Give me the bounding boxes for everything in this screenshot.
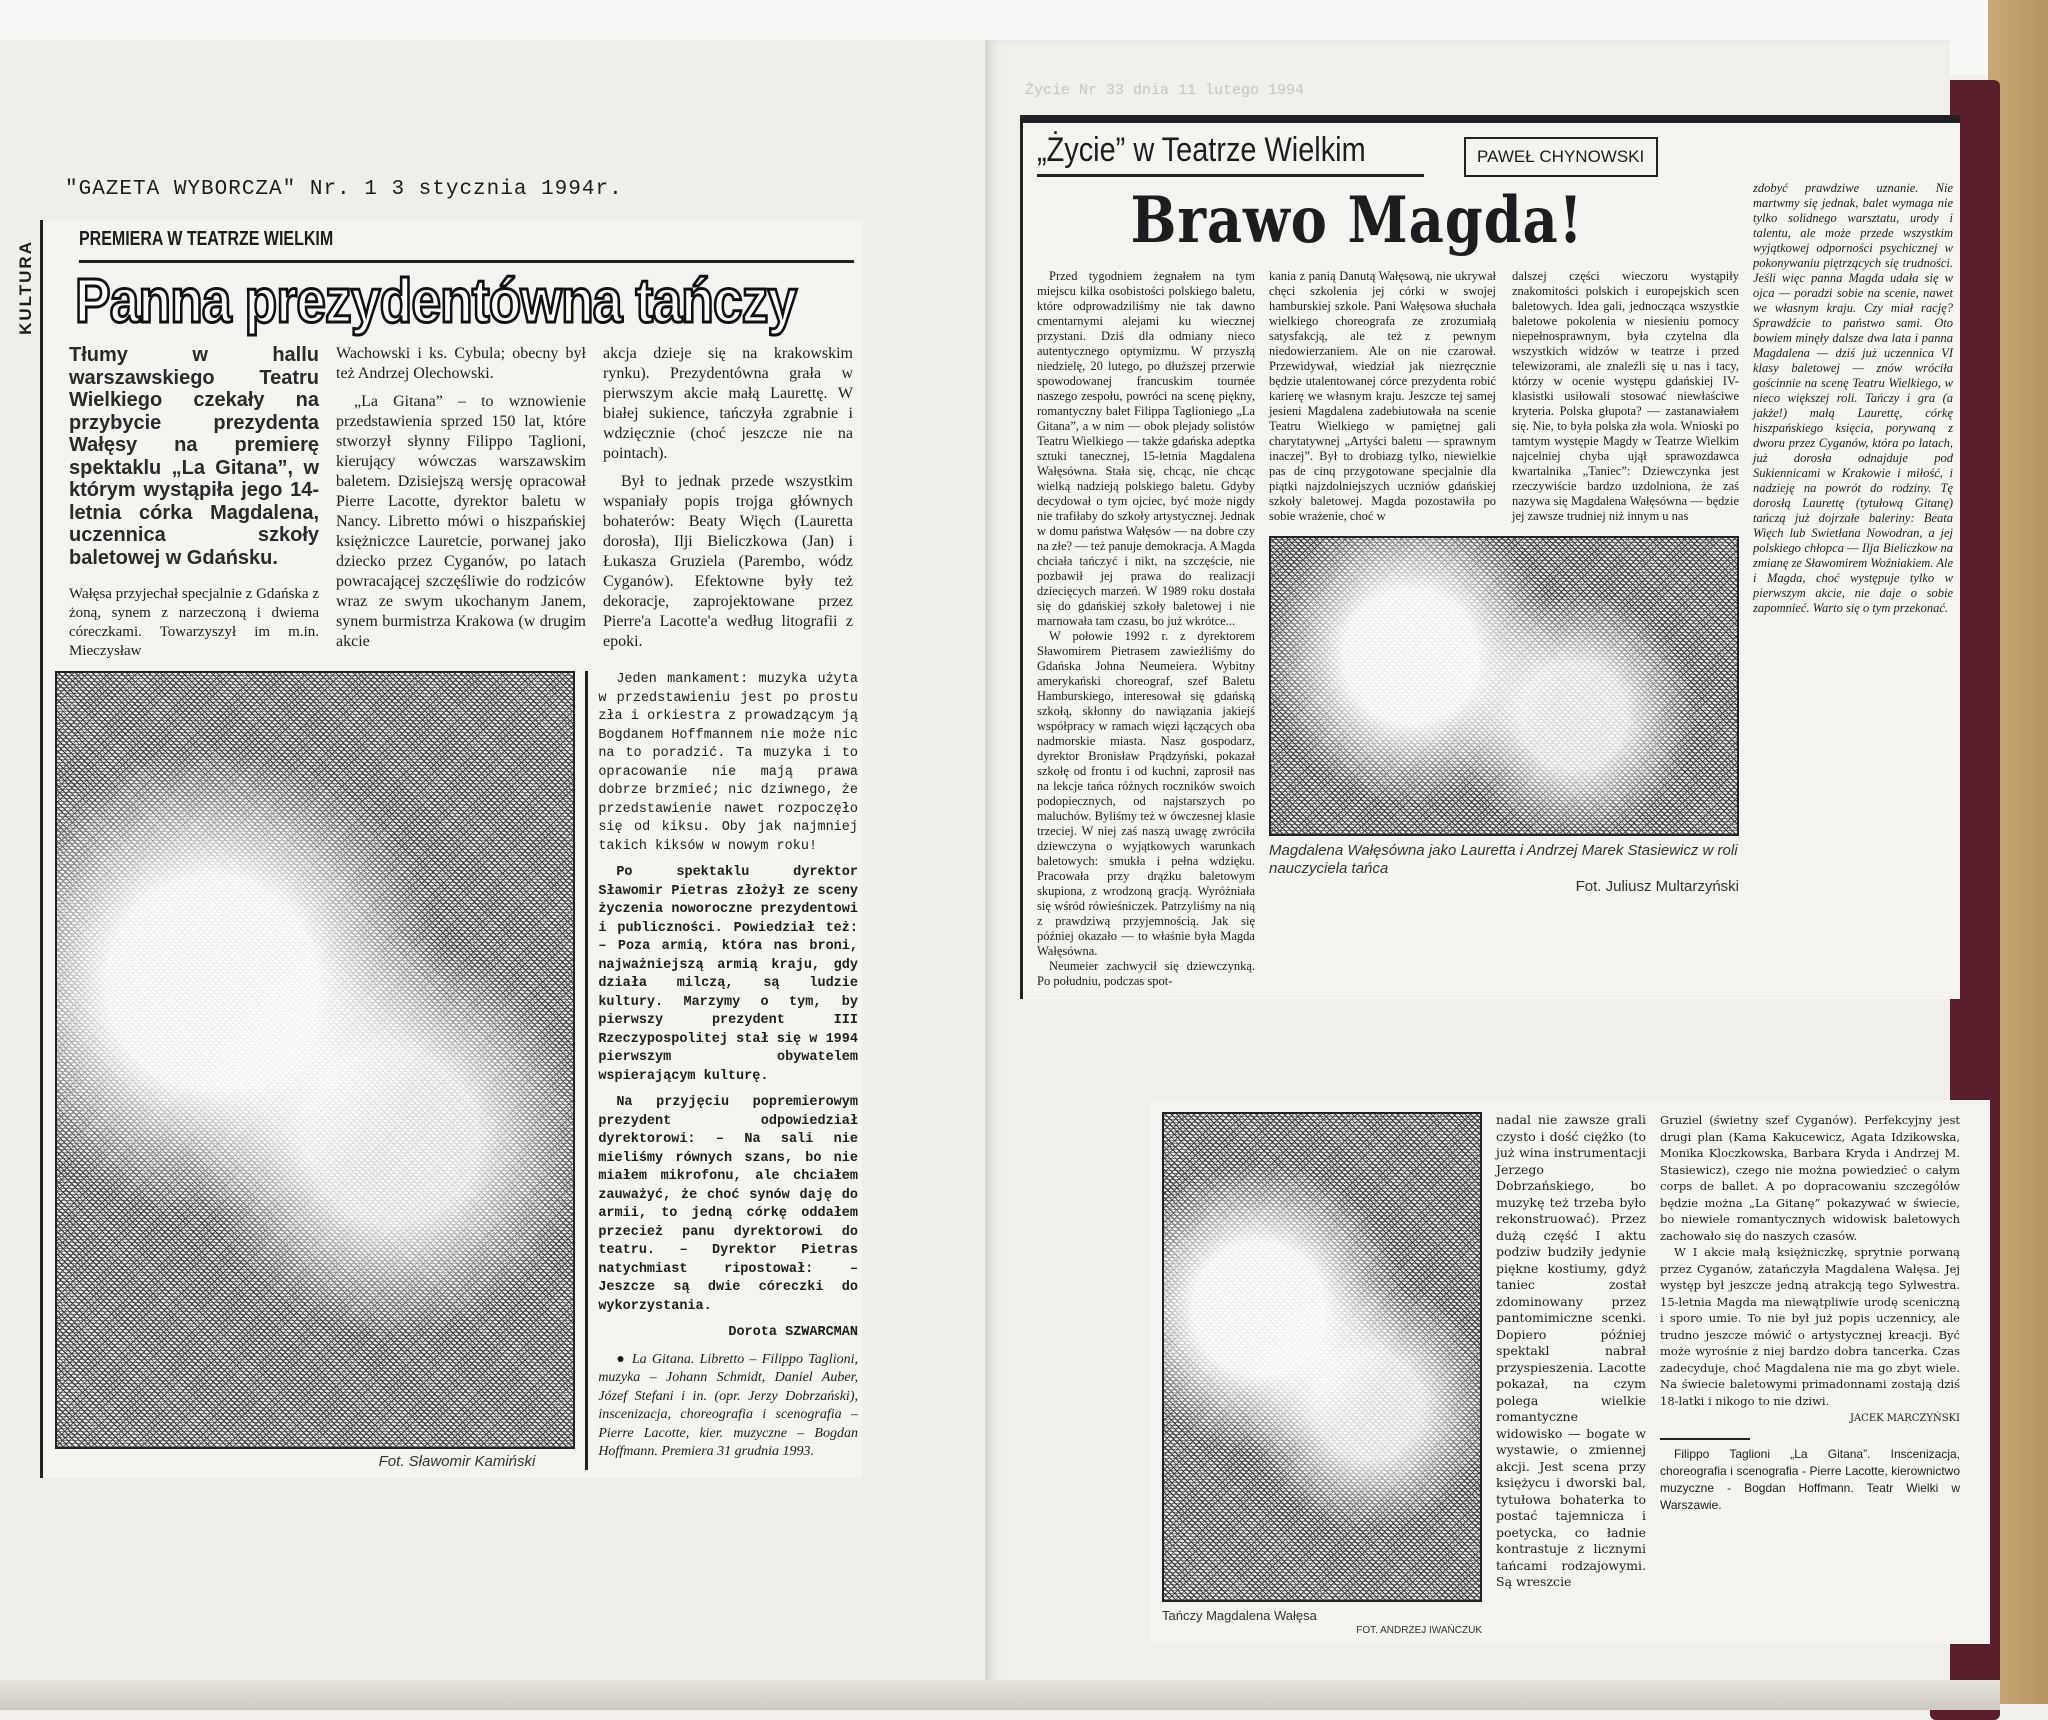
clipping-header bbox=[43, 220, 858, 344]
body-column-1: nadal nie zawsze grali czysto i dość ciężko (to już wina instrumentacji Jerzego Dobrzańskiego, bo muzykę też trzeba było rekonstruować). Przez dużą część I aktu podziw budziły jedynie piękne kostiumy, gdyż taniec został zdominowany przez pantomimiczne scenki. Dopiero później spektakl nabrał przyspieszenia. Lacotte pokazał, na czym polega wielkie romantyczne widowisko — bogate w wystawie, o zmiennej akcji. Jest scena przy księżycu i dworski bal, tytułowa bohaterka to postać tajemnicza i poetycka, co ładnie kontrastuje z licznymi tańcami rodzajowymi. Są wreszcie bbox=[1496, 1112, 1646, 1589]
photo-column bbox=[1162, 1112, 1482, 1636]
body-paragraph: Gruziel (świetny szef Cyganów). Perfekcyjny jest drugi plan (Kama Kakucewicz, Agata Idzikowska, Monika Kloczkowska, Barbara Kryda i Andrzej M. Stasiewicz), czego nie można powiedzieć o całym corps de ballet. A po dopracowaniu szczegółów będzie można „La Gitanę” pokazywać w świecie, bo niewiele romantycznych widowisk baletowych zachowało się do naszych czasów. bbox=[1660, 1113, 1960, 1243]
bottom-row bbox=[43, 671, 858, 1470]
body-column-1 bbox=[1037, 269, 1255, 989]
clipping-zycie bbox=[1020, 115, 1960, 999]
divider bbox=[79, 260, 854, 263]
photo-ballet-scene bbox=[1269, 536, 1739, 836]
source-line: "GAZETA WYBORCZA" Nr. 1 3 stycznia 1994r. bbox=[65, 178, 623, 201]
body-column-3: dalszej części wieczoru wystąpiły znakomitości polskich i europejskich scen baletowych. Idea gali, jednocząca wszystkie baletowe pokolenia w niesieniu pomocy niepełnosprawnym, była czytelna dla wszystkich widzów w teatrze i przed telewizorami, ale znaleźli się u nas i tacy, którzy w ocenie występu gdańskiej IV-klasistki usiłowali stosować niewłaściwe kryteria. Polska głupota? — zastanawiałem się. Nie, to była polska zła wola. Wnioski po tamtym występie Magdy w Teatrze Wielkim najcelniej chyba ujął sprawozdawca kwartalnika „Taniec”: Dziewczynka jest rzeczywiście bardzo uzdolniona, że zaś nazywa się Magdalena Wałęsówna — będzie jej zawsze trudniej niż innym u nas bbox=[1512, 269, 1739, 523]
divider bbox=[585, 671, 588, 1470]
source-line-faded: Życie Nr 33 dnia 11 lutego 1994 bbox=[1025, 82, 1305, 99]
section-label: KULTURA bbox=[16, 240, 35, 335]
credits: ● La Gitana. Libretto – Filippo Taglioni, muzyka – Johann Schmidt, Daniel Auber, Józef Stefani i in. (opr. Jerzy Dobrzański), inscenizacja, choreografia i scenografia – Pierre Lacotte, kier. muzyczne – Bogdan Hoffmann. Premiera 31 grudnia 1993. bbox=[598, 1351, 858, 1459]
body-paragraph: Wałęsa przyjechał specjalnie z Gdańska z żoną, synem z narzeczoną i dwiema córeczkami. Towarzyszył im m.in. Mieczysław bbox=[69, 586, 319, 659]
body-column-4: zdobyć prawdziwe uznanie. Nie martwmy się jednak, balet wymaga nie tylko solidnego warsztatu, urody i talentu, ale może przede wszystkim wyjątkowej odporności psychicznej w pokonywaniu piętrzących się trudności. Jeśli więc panna Magda udała się w ojca — poradzi sobie na scenie, nawet we własnym kraju. Czy miał rację? Sprawdźcie to państwo sami. Oto bowiem minęły dalsze dwa lata i panna Magdalena — dziś już uczennica VI klasy baletowej — znów wróciła gościnnie na scenę Teatru Wielkiego, w nieco większej roli. Tańczy i gra (a jakże!) małą Laurettę, córkę hiszpańskiego księcia, porywaną z dworu przez Cyganów, która po latach, już dorosła odnajduje pod Sukiennicami w Krakowie i miłość, i nadzieję na powrót do rodziny. Tę dorosłą Laurettę (tytułową Gitanę) tańczą już dojrzałe baleriny: Beata Więch lub Swietłana Nowodran, a jej polskiego chłopca — Ilja Bieliczkow na zmianę ze Sławomirem Woźniakiem. Ale i Magda, choć występuje tylko w pierwszym akcie, nie daje o sobie zapomnieć. Warto się o tym przekonać. bbox=[1753, 181, 1953, 615]
photo-credit: Fot. Juliusz Multarzyński bbox=[1575, 878, 1739, 895]
body-paragraph: Przed tygodniem żegnałem na tym miejscu kilka osobistości polskiego baletu, które odprowadziliśmy nie tak dawno cmentarnymi alejami ku wiecznej przystani. Dziś dla odmiany nieco autentycznego optymizmu. W przyszłą niedzielę, 20 lutego, po dłuższej przerwie spowodowanej francuskim tournée naszego zespołu, powróci na scenę piękny, romantyczny balet Filippa Taglioniego „La Gitana”, a w nim — obok plejady solistów Teatru Wielkiego — także gdańska adeptka sztuki tanecznej, 15-letnia Magdalena Wałęsówna. Stała się, chcąc, nie chcąc wielką nadzieją polskiego baletu. Gdyby decydował o tym ojciec, być może nigdy nie trafiłaby do szkoły artystycznej. Jednak w domu państwa Wałęsów — na dobre czy na złe? — też panuje demokracja. A Magda chciała tańczyć i nikt, na szczęście, nie pozbawił jej prawa do realizacji dziecięcych marzeń. W 1989 roku dostała się do gdańskiej szkoły baletowej i nie marnowała tam czasu, bo już wkrótce... bbox=[1037, 269, 1255, 628]
lead-paragraph: Tłumy w hallu warszawskiego Teatru Wielkiego czekały na przybycie prezydenta Wałęsy na premierę spektaklu „La Gitana”, w którym wystąpiła jego 14-letnia córka Magdalena, uczennica szkoły baletowej w Gdańsku. bbox=[69, 344, 319, 569]
clipping-gazeta-wyborcza bbox=[40, 220, 862, 1478]
photo-column bbox=[55, 671, 575, 1470]
body-paragraph: „La Gitana” – to wznowienie przedstawienia sprzed 150 lat, które stworzył słynny Filippo Taglioni, kierujący wówczas warszawskim baletem. Dzisiejszą wersję opracował Pierre Lacotte, dyrektor baletu w Nancy. Libretto mówi o hiszpańskiej księżniczce Lauretcie, porwanej jako dziecko przez Cyganów, po latach powracającej szczęśliwie do rodziców wraz ze swym ukochanym Janem, synem burmistrza Krakowa (w drugim akcie bbox=[336, 393, 586, 650]
photo-credit: FOT. ANDRZEJ IWAŃCZUK bbox=[1356, 1625, 1482, 1636]
author-box: PAWEŁ CHYNOWSKI bbox=[1464, 137, 1658, 177]
clipping-review bbox=[1150, 1100, 1990, 1644]
body-column-2 bbox=[336, 344, 586, 660]
body-column-1 bbox=[69, 344, 319, 661]
kicker: PREMIERA W TEATRZE WIELKIM bbox=[79, 228, 334, 250]
body-paragraph: W I akcie małą księżniczkę, sprytnie porwaną przez Cyganów, zatańczyła Magdalena Wałęsa. Jej występ był jeszcze jedną atrakcją tego Sylwestra. 15-letnia Magda ma niewątpliwie urodę sceniczną i sporo umie. To nie był już popis uczennicy, ale trudno jeszcze mówić o artystycznej kreacji. Być może wyrośnie z niej bardzo dobra tancerka. Czas zadecyduje, choć Magdalena nie ma go zbyt wiele. Na świecie baletowymi primadonnami zostają dziś 18-latki i nikogo to nie dziwi. bbox=[1660, 1245, 1960, 1408]
middle-columns bbox=[1269, 269, 1739, 524]
body-paragraph: Neumeier zachwycił się dziewczynką. Po południu, podczas spot- bbox=[1037, 959, 1255, 988]
body-paragraph: Wachowski i ks. Cybula; obecny był też Andrzej Olechowski. bbox=[336, 345, 586, 382]
author: Dorota SZWARCMAN bbox=[728, 1325, 858, 1340]
credits: Filippo Taglioni „La Gitana”. Inscenizacja, choreografia i scenografia - Pierre Lacotte, kierownictwo muzyczne - Bogdan Hoffmann. Teatr Wielki w Warszawie. bbox=[1660, 1446, 1960, 1512]
photo-dancer bbox=[55, 671, 575, 1449]
kicker: „Życie” w Teatrze Wielkim bbox=[1037, 131, 1366, 169]
body-column-2: kania z panią Danutą Wałęsową, nie ukrywał chęci szkolenia jej córki w swojej hamburskiej szkole. Pani Wałęsowa słuchała wielkiego choreografa ze zrozumiałą satysfakcją, ale też z pewnym niedowierzaniem. Ale on nie czarował. Przewidywał, wiedział jak niezręcznie będzie utalentowanej córce prezydenta robić karierę we własnym kraju. Jeszcze tej samej jesieni Magdalena zadebiutowała na scenie Teatru Wielkiego w pamiętnej gali charytatywnej „Artyści baletu — sprawnym inaczej”. Był to drobiazg tylko, niewielkie pas de cinq przygotowane specjalnie dla piątki najzdolniejszych uczniów gdańskiej szkoły baletowej. Magda pozostawiła po sobie wrażenie, choć w bbox=[1269, 269, 1496, 523]
headline: Brawo Magda! bbox=[1130, 183, 1584, 258]
top-columns bbox=[43, 344, 858, 661]
body-column-2 bbox=[1660, 1112, 1960, 1514]
photo-credit: Fot. Sławomir Kamiński bbox=[378, 1452, 536, 1470]
photo-caption: Magdalena Wałęsówna jako Lauretta i Andrzej Marek Stasiewicz w roli nauczyciela tańca bbox=[1269, 842, 1738, 877]
body-paragraph: Jeden mankament: muzyka użyta w przedstawieniu jest po prostu zła i orkiestra z prowadzącym ją Bogdanem Hoffmannem nie może nic na to poradzić. Ta muzyka i to opracowanie nie mają prawa dobrze brzmieć; nic dziwnego, że przedstawienie nawet rozpoczęło się od kiksu. Oby jak najmniej takich kiksów w nowym roku! bbox=[598, 672, 858, 854]
body-paragraph: W połowie 1992 r. z dyrektorem Sławomirem Pietrasem zawieźliśmy do Gdańska Johna Neumeiera. Wybitny amerykański choreograf, szef Baletu Hamburskiego, interesował się gdańską szkołą, skłonny do nawiązania jakiejś współpracy w ramach więzi łączących oba nadmorskie miasta. Nasz gospodarz, dyrektor Bronisław Prądzyński, pokazał szkołę od frontu i od kuchni, zaprosił nas na lekcje tańca różnych roczników swoich podopiecznych, od najstarszych po maluchów. Byliśmy też w ówczesnej klasie trzeciej. W niej zaś naszą uwagę zwróciła dziewczyna o wyjątkowych warunkach baletowych: smukła i pełna wdzięku. Pracowała przy drążku baletowym skupiona, z wrodzoną gracją. Wyróżniała się wśród rówieśniczek. Patrzyliśmy na nią z prawdziwą przyjemnością. Jak się później okazało — to właśnie była Magda Wałęsówna. bbox=[1037, 629, 1255, 958]
body-paragraph: Po spektaklu dyrektor Sławomir Pietras złożył ze sceny życzenia noworoczne prezydentowi i publiczności. Powiedział też: – Poza armią, która nas broni, najważniejszą armią kraju, gdy działa milczą, są ludzie kultury. Marzymy o tym, by pierwszy prezydent III Rzeczypospolitej stał się w 1994 pierwszym obywatelem wspierającym kulturę. bbox=[598, 865, 858, 1084]
album-page-edge bbox=[0, 1680, 2000, 1710]
photo-dancer-solo bbox=[1162, 1112, 1482, 1602]
body-paragraph: Był to jednak przede wszystkim wspaniały popis trojga głównych bohaterów: Beaty Więch (Lauretta dorosła), Ilji Bieliczkowa (Jan) i Łukasza Gruziela (Parembo, wódz Cyganów). Efektowne były też dekoracje, zaprojektowane przez Pierre'a Lacotte'a według litografii z epoki. bbox=[603, 473, 853, 650]
divider bbox=[1660, 1438, 1750, 1440]
middle-block bbox=[1269, 269, 1739, 896]
body-paragraph: akcja dzieje się na krakowskim rynku). Prezydentówna grała w pierwszym akcie małą Laurettę. W białej sukience, tańczyła zgrabnie i wdzięcznie (choć jeszcze nie na pointach). bbox=[603, 345, 853, 462]
headline: Panna prezydentówna tańczy bbox=[75, 267, 797, 336]
body-column-3 bbox=[603, 344, 853, 660]
body-column-3b bbox=[598, 671, 858, 1470]
clipping-header bbox=[1037, 131, 1739, 269]
body-paragraph: Na przyjęciu popremierowym prezydent odpowiedział dyrektorowi: – Na sali nie mieliśmy równych szans, bo nie miałem mikrofonu, ale chciałem zauważyć, że choć synów daję do armii, to jedną córkę oddałem przecież panu dyrektorowi do teatru. – Dyrektor Pietras natychmiast ripostował: – Jeszcze są dwie córeczki do wykorzystania. bbox=[598, 1095, 858, 1314]
author: JACEK MARCZYŃSKI bbox=[1849, 1413, 1960, 1424]
photo-caption: Tańczy Magdalena Wałęsa bbox=[1162, 1608, 1317, 1623]
